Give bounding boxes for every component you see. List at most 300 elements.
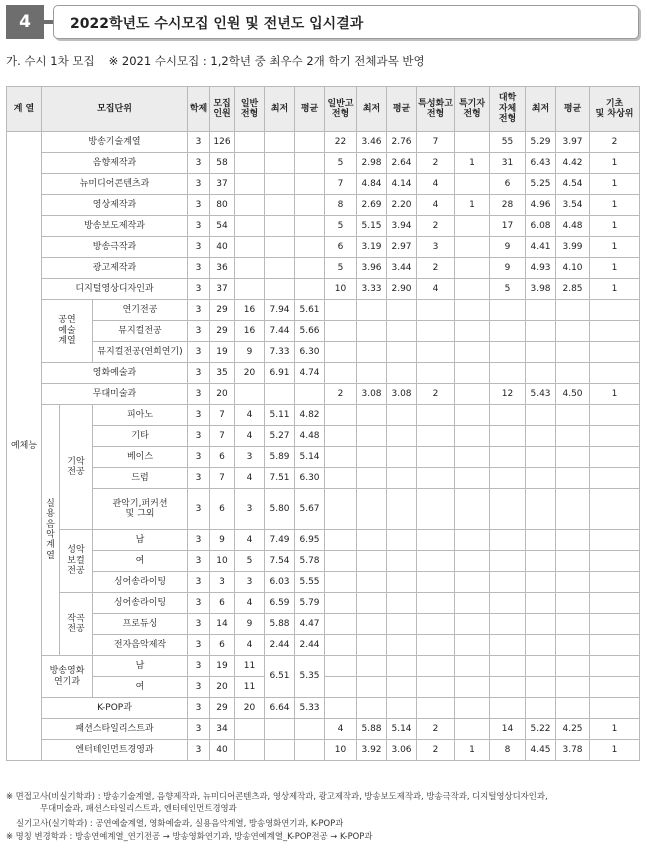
cell-basic — [590, 698, 640, 719]
cell-savg — [556, 363, 590, 384]
table-row — [7, 468, 640, 489]
cell-savg — [556, 635, 590, 656]
cell-hmin — [357, 342, 387, 363]
cell-gmin — [265, 216, 295, 237]
cell-self: 5 — [490, 279, 526, 300]
cell-h — [325, 321, 357, 342]
cell-h — [325, 614, 357, 635]
cell-sp — [417, 447, 455, 468]
unit-name: 엔터테인먼트경영과 — [42, 740, 188, 761]
group-composition: 작곡 전공 — [60, 593, 93, 656]
cell-g: 3 — [235, 572, 265, 593]
table-row — [7, 300, 640, 321]
cell-smin — [526, 635, 556, 656]
cell-gavg: 4.48 — [295, 426, 325, 447]
cell-sp — [417, 698, 455, 719]
cell-hmin — [357, 530, 387, 551]
cell-smin — [526, 447, 556, 468]
cell-self — [490, 363, 526, 384]
cell-tal — [455, 405, 490, 426]
cell-sp — [417, 656, 455, 677]
cell-basic — [590, 614, 640, 635]
cell-gmin — [265, 384, 295, 405]
table-row — [7, 740, 640, 761]
cell-hmin — [357, 363, 387, 384]
cell-smin: 4.96 — [526, 195, 556, 216]
cell-gavg — [295, 237, 325, 258]
cell-sp: 4 — [417, 174, 455, 195]
cell-sp — [417, 593, 455, 614]
cell-q: 6 — [210, 447, 235, 468]
cell-basic — [590, 342, 640, 363]
table-row — [7, 195, 640, 216]
cell-y: 3 — [188, 279, 210, 300]
cell-q: 35 — [210, 363, 235, 384]
cell-basic — [590, 426, 640, 447]
header-special-talent: 특기자 전형 — [455, 87, 490, 132]
unit-name: 영상제작과 — [42, 195, 188, 216]
cell-havg — [387, 342, 417, 363]
header-connector — [44, 20, 53, 24]
cell-tal — [455, 572, 490, 593]
cell-gmin — [265, 258, 295, 279]
cell-hmin: 3.46 — [357, 132, 387, 153]
cell-savg — [556, 489, 590, 530]
cell-h: 8 — [325, 195, 357, 216]
cell-tal — [455, 614, 490, 635]
cell-hmin — [357, 468, 387, 489]
cell-q: 20 — [210, 677, 235, 698]
cell-q: 37 — [210, 174, 235, 195]
cell-tal — [455, 237, 490, 258]
table-row — [7, 258, 640, 279]
cell-basic — [590, 593, 640, 614]
cell-h — [325, 489, 357, 530]
cell-g — [235, 132, 265, 153]
cell-havg: 3.94 — [387, 216, 417, 237]
cell-gavg — [295, 132, 325, 153]
cell-tal — [455, 426, 490, 447]
cell-self — [490, 572, 526, 593]
cell-hmin: 3.33 — [357, 279, 387, 300]
unit-name: 남 — [93, 530, 188, 551]
cell-havg — [387, 698, 417, 719]
cell-havg — [387, 447, 417, 468]
cell-y: 3 — [188, 363, 210, 384]
cell-smin — [526, 572, 556, 593]
cell-g — [235, 279, 265, 300]
cell-savg — [556, 405, 590, 426]
cell-savg — [556, 572, 590, 593]
cell-gmin — [265, 719, 295, 740]
cell-g: 4 — [235, 593, 265, 614]
cell-gavg: 5.33 — [295, 698, 325, 719]
cell-tal — [455, 698, 490, 719]
cell-gmin — [265, 740, 295, 761]
unit-name: 방송극작과 — [42, 237, 188, 258]
cell-q: 14 — [210, 614, 235, 635]
cell-basic: 1 — [590, 719, 640, 740]
unit-name: 디지털영상디자인과 — [42, 279, 188, 300]
cell-gavg: 4.82 — [295, 405, 325, 426]
cell-tal — [455, 719, 490, 740]
table-row — [7, 572, 640, 593]
cell-y: 3 — [188, 321, 210, 342]
cell-q: 40 — [210, 740, 235, 761]
cell-y: 3 — [188, 405, 210, 426]
cell-tal — [455, 321, 490, 342]
cell-y: 3 — [188, 551, 210, 572]
unit-name: 음향제작과 — [42, 153, 188, 174]
cell-tal: 1 — [455, 153, 490, 174]
table-row — [7, 216, 640, 237]
cell-tal: 1 — [455, 740, 490, 761]
group-vocal: 성악 보컬 전공 — [60, 530, 93, 593]
cell-q: 20 — [210, 384, 235, 405]
cell-tal — [455, 489, 490, 530]
cell-hmin — [357, 300, 387, 321]
cell-savg — [556, 677, 590, 698]
cell-smin — [526, 551, 556, 572]
cell-g: 9 — [235, 342, 265, 363]
unit-name: 전자음악제작 — [93, 635, 188, 656]
cell-h: 10 — [325, 740, 357, 761]
cell-y: 3 — [188, 174, 210, 195]
cell-smin — [526, 698, 556, 719]
cell-smin — [526, 300, 556, 321]
cell-g — [235, 719, 265, 740]
table-row — [7, 321, 640, 342]
cell-havg — [387, 572, 417, 593]
cell-smin: 5.29 — [526, 132, 556, 153]
table-row — [7, 132, 640, 153]
table-row — [7, 530, 640, 551]
cell-y: 3 — [188, 468, 210, 489]
cell-basic — [590, 468, 640, 489]
cell-gmin: 7.94 — [265, 300, 295, 321]
cell-g: 5 — [235, 551, 265, 572]
cell-sp — [417, 635, 455, 656]
cell-hmin: 5.88 — [357, 719, 387, 740]
table-row — [7, 593, 640, 614]
table-row — [7, 384, 640, 405]
cell-gmin: 6.51 — [265, 656, 295, 698]
cell-gmin: 5.88 — [265, 614, 295, 635]
cell-self: 9 — [490, 237, 526, 258]
cell-g: 9 — [235, 614, 265, 635]
cell-g — [235, 740, 265, 761]
table-row — [7, 405, 640, 426]
cell-g: 4 — [235, 635, 265, 656]
cell-gavg: 2.44 — [295, 635, 325, 656]
cell-self — [490, 698, 526, 719]
cell-h — [325, 572, 357, 593]
unit-name: 방송보도제작과 — [42, 216, 188, 237]
cell-hmin: 4.84 — [357, 174, 387, 195]
cell-self — [490, 447, 526, 468]
cell-gavg: 5.78 — [295, 551, 325, 572]
cell-tal — [455, 447, 490, 468]
cell-smin — [526, 342, 556, 363]
cell-h — [325, 698, 357, 719]
cell-h: 7 — [325, 174, 357, 195]
cell-gavg: 6.30 — [295, 468, 325, 489]
cell-savg: 3.54 — [556, 195, 590, 216]
table-row — [7, 656, 640, 677]
table-row — [7, 363, 640, 384]
cell-havg: 4.14 — [387, 174, 417, 195]
cell-self: 14 — [490, 719, 526, 740]
cell-smin: 5.43 — [526, 384, 556, 405]
cell-hmin — [357, 593, 387, 614]
cell-self — [490, 321, 526, 342]
cell-havg: 2.64 — [387, 153, 417, 174]
cell-y: 3 — [188, 489, 210, 530]
cell-smin — [526, 530, 556, 551]
header-basic: 기초 및 차상위 — [590, 87, 640, 132]
cell-sp: 2 — [417, 258, 455, 279]
header-self-min: 최저 — [526, 87, 556, 132]
header-field: 계 열 — [7, 87, 42, 132]
cell-self — [490, 614, 526, 635]
cell-y: 3 — [188, 572, 210, 593]
cell-gmin: 6.59 — [265, 593, 295, 614]
cell-q: 37 — [210, 279, 235, 300]
cell-tal — [455, 216, 490, 237]
unit-name: 광고제작과 — [42, 258, 188, 279]
unit-name: 패션스타일리스트과 — [42, 719, 188, 740]
cell-hmin: 5.15 — [357, 216, 387, 237]
cell-h: 10 — [325, 279, 357, 300]
cell-gmin — [265, 153, 295, 174]
cell-self — [490, 468, 526, 489]
cell-g: 4 — [235, 426, 265, 447]
cell-savg — [556, 342, 590, 363]
cell-tal — [455, 468, 490, 489]
cell-hmin — [357, 572, 387, 593]
cell-hmin — [357, 551, 387, 572]
cell-sp — [417, 572, 455, 593]
cell-gavg — [295, 216, 325, 237]
header-general-min: 최저 — [265, 87, 295, 132]
cell-hmin: 3.19 — [357, 237, 387, 258]
cell-g: 4 — [235, 530, 265, 551]
cell-self — [490, 489, 526, 530]
cell-h — [325, 342, 357, 363]
cell-sp — [417, 405, 455, 426]
cell-sp: 2 — [417, 384, 455, 405]
cell-g: 20 — [235, 363, 265, 384]
cell-havg: 3.08 — [387, 384, 417, 405]
cell-gavg — [295, 719, 325, 740]
cell-sp: 2 — [417, 719, 455, 740]
cell-q: 54 — [210, 216, 235, 237]
cell-y: 3 — [188, 677, 210, 698]
cell-sp — [417, 426, 455, 447]
cell-self: 28 — [490, 195, 526, 216]
cell-gavg — [295, 195, 325, 216]
cell-g: 16 — [235, 300, 265, 321]
cell-havg — [387, 593, 417, 614]
cell-sp: 4 — [417, 279, 455, 300]
cell-gmin: 5.11 — [265, 405, 295, 426]
unit-name: 뮤지컬전공 — [93, 321, 188, 342]
cell-basic — [590, 363, 640, 384]
table-row — [7, 237, 640, 258]
cell-havg — [387, 635, 417, 656]
cell-smin — [526, 405, 556, 426]
cell-y: 3 — [188, 195, 210, 216]
cell-h — [325, 677, 357, 698]
cell-basic — [590, 530, 640, 551]
cell-q: 6 — [210, 593, 235, 614]
cell-q: 58 — [210, 153, 235, 174]
cell-savg: 3.99 — [556, 237, 590, 258]
section-header — [6, 5, 639, 39]
group-applied-music: 실 용 음 악 계 열 — [42, 405, 60, 656]
cell-y: 3 — [188, 237, 210, 258]
cell-h: 22 — [325, 132, 357, 153]
cell-basic — [590, 321, 640, 342]
section-title-box — [53, 5, 639, 39]
cell-basic — [590, 405, 640, 426]
header-unit: 모집단위 — [42, 87, 188, 132]
cell-h: 5 — [325, 258, 357, 279]
cell-savg — [556, 656, 590, 677]
admission-table — [6, 86, 640, 761]
cell-self: 9 — [490, 258, 526, 279]
cell-g: 3 — [235, 447, 265, 468]
cell-gavg: 6.30 — [295, 342, 325, 363]
cell-havg: 2.20 — [387, 195, 417, 216]
cell-g: 20 — [235, 698, 265, 719]
cell-g — [235, 153, 265, 174]
cell-havg — [387, 551, 417, 572]
cell-y: 3 — [188, 216, 210, 237]
cell-h: 5 — [325, 153, 357, 174]
unit-name: 베이스 — [93, 447, 188, 468]
cell-gmin — [265, 174, 295, 195]
header-self-avg: 평균 — [556, 87, 590, 132]
table-row — [7, 614, 640, 635]
cell-g — [235, 195, 265, 216]
table-row — [7, 426, 640, 447]
cell-havg — [387, 468, 417, 489]
cell-h — [325, 447, 357, 468]
cell-y: 3 — [188, 342, 210, 363]
cell-self: 8 — [490, 740, 526, 761]
cell-basic: 1 — [590, 174, 640, 195]
cell-h — [325, 300, 357, 321]
cell-tal — [455, 530, 490, 551]
cell-savg: 2.85 — [556, 279, 590, 300]
cell-tal — [455, 656, 490, 677]
cell-h: 2 — [325, 384, 357, 405]
cell-tal — [455, 300, 490, 321]
table-row — [7, 153, 640, 174]
cell-smin — [526, 593, 556, 614]
unit-name: 드럼 — [93, 468, 188, 489]
cell-hmin — [357, 489, 387, 530]
section-title: 2022학년도 수시모집 인원 및 전년도 입시결과 — [70, 16, 364, 32]
cell-havg: 3.44 — [387, 258, 417, 279]
subtitle-note: ※ 2021 수시모집 : 1,2학년 중 최우수 2개 학기 전체과목 반영 — [108, 54, 425, 68]
table-row — [7, 489, 640, 530]
cell-smin — [526, 363, 556, 384]
cell-gmin: 7.33 — [265, 342, 295, 363]
cell-havg — [387, 363, 417, 384]
cell-savg: 4.54 — [556, 174, 590, 195]
section-number: 4 — [6, 5, 44, 39]
cell-gmin: 2.44 — [265, 635, 295, 656]
cell-self: 17 — [490, 216, 526, 237]
cell-sp — [417, 321, 455, 342]
cell-basic — [590, 656, 640, 677]
field-cell-arts: 예체능 — [7, 132, 42, 761]
cell-hmin: 3.96 — [357, 258, 387, 279]
cell-tal — [455, 258, 490, 279]
cell-hmin — [357, 614, 387, 635]
cell-g: 16 — [235, 321, 265, 342]
cell-tal — [455, 635, 490, 656]
cell-basic — [590, 489, 640, 530]
cell-tal — [455, 677, 490, 698]
cell-h — [325, 468, 357, 489]
group-performing-arts: 공연 예술 계열 — [42, 300, 93, 363]
table-row — [7, 174, 640, 195]
cell-tal — [455, 384, 490, 405]
cell-g — [235, 384, 265, 405]
unit-name: K-POP과 — [42, 698, 188, 719]
cell-h: 6 — [325, 237, 357, 258]
cell-smin: 6.08 — [526, 216, 556, 237]
cell-self — [490, 551, 526, 572]
cell-h — [325, 551, 357, 572]
cell-q: 7 — [210, 405, 235, 426]
cell-g — [235, 174, 265, 195]
cell-savg — [556, 593, 590, 614]
cell-savg — [556, 614, 590, 635]
cell-basic — [590, 551, 640, 572]
cell-h: 5 — [325, 216, 357, 237]
cell-basic: 1 — [590, 384, 640, 405]
cell-h — [325, 635, 357, 656]
cell-self: 55 — [490, 132, 526, 153]
cell-smin — [526, 468, 556, 489]
cell-q: 7 — [210, 426, 235, 447]
cell-h — [325, 530, 357, 551]
cell-savg — [556, 468, 590, 489]
cell-gmin: 5.27 — [265, 426, 295, 447]
cell-gmin — [265, 237, 295, 258]
cell-q: 6 — [210, 635, 235, 656]
cell-gavg — [295, 153, 325, 174]
cell-savg: 4.42 — [556, 153, 590, 174]
cell-q: 29 — [210, 321, 235, 342]
footnote-interview: ※ 면접고사(비실기학과) : 방송기술계열, 음향제작과, 뉴미디어콘텐츠과, 영상제작과, 광고제작과, 방송보도제작과, 방송극작과, 디지털영상디자인과, — [6, 791, 548, 801]
cell-gmin: 6.03 — [265, 572, 295, 593]
cell-sp — [417, 300, 455, 321]
cell-y: 3 — [188, 719, 210, 740]
cell-gavg: 5.61 — [295, 300, 325, 321]
cell-y: 3 — [188, 593, 210, 614]
cell-havg — [387, 530, 417, 551]
footnote-renamed: ※ 명칭 변경학과 : 방송연예계열_연기전공 → 방송영화연기과, 방송연예계열_K-POP전공 → K-POP과 — [6, 831, 373, 841]
cell-tal — [455, 174, 490, 195]
cell-sp — [417, 530, 455, 551]
cell-q: 9 — [210, 530, 235, 551]
cell-smin — [526, 426, 556, 447]
